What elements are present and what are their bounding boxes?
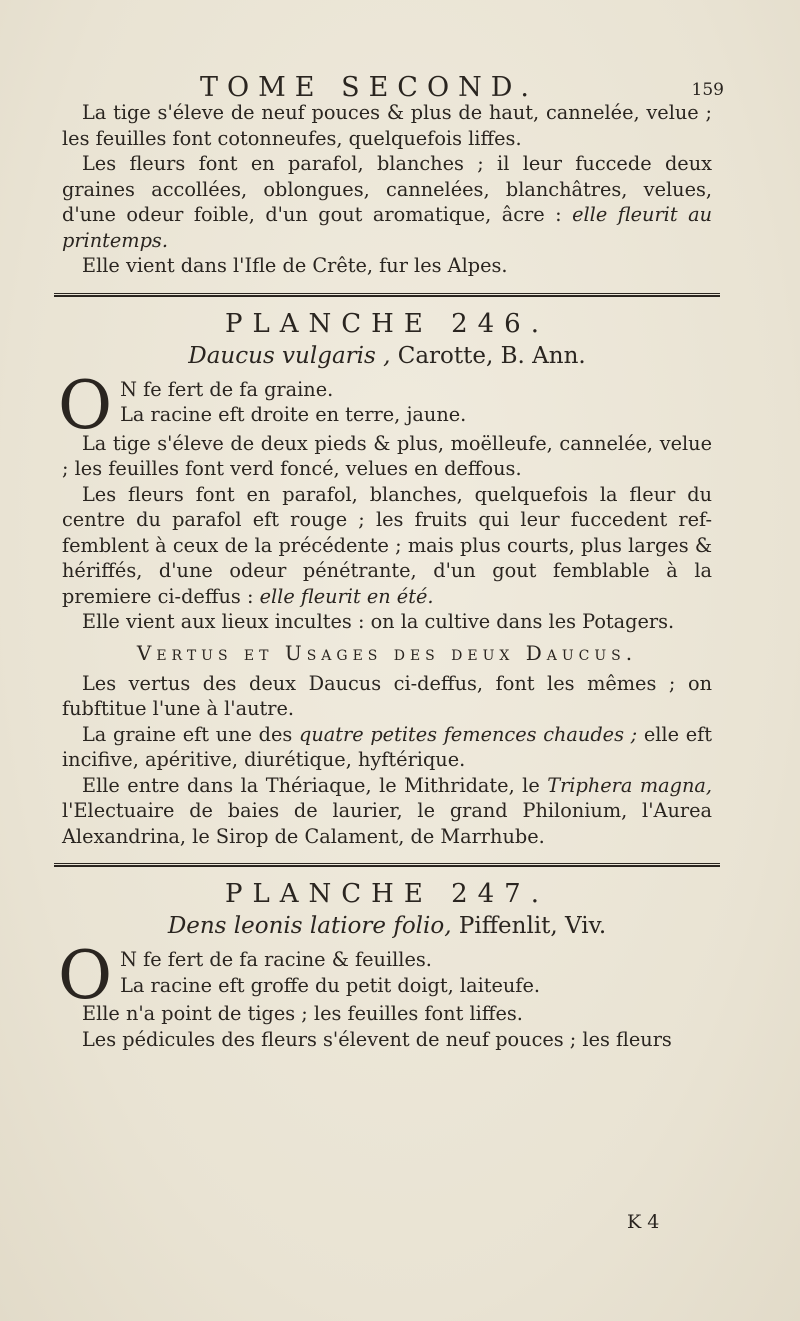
signature-mark: K 4 (627, 1211, 660, 1233)
vertus-p2-b: quatre petites femences chaudes ; (299, 722, 638, 746)
vertus-p2-a: La graine eft une des (82, 722, 299, 746)
vertus-paragraph-3 (62, 773, 712, 850)
drop-cap: O (58, 366, 113, 444)
page-number: 159 (691, 80, 724, 100)
plate-247-paragraph-4: Les pédicules des fleurs s'élevent de neuf pouces ; les fleurs (82, 1027, 672, 1051)
running-head (62, 62, 724, 103)
plate-247-subtitle (62, 913, 712, 939)
intro-paragraph-1: La tige s'éleve de neuf pouces & plus de haut, cannelée, velue ; les feuilles font cotonneufes, quelquefois liffes. (62, 101, 712, 150)
vertus-paragraph-1: Les vertus des deux Daucus ci-deffus, font les mêmes ; on fubftitue l'une à l'autre. (62, 671, 712, 720)
plate-246-p4-flowering: elle fleurit en été. (259, 584, 434, 608)
plate-247-title: PLANCHE 247. (225, 879, 549, 909)
plate-247-common-name: Piffenlit, Viv. (451, 913, 607, 939)
plate-246-paragraph-2: La racine eft droite en terre, jaune. (120, 403, 467, 426)
plate-246-subtitle (62, 343, 712, 369)
plate-246-common-name: Carotte, B. Ann. (390, 342, 586, 369)
plate-246-paragraph-1: N fe fert de fa graine. (120, 377, 334, 401)
plate-246-paragraph-4 (62, 482, 712, 610)
vertus-p2-c: elle eft incifive, apéritive, diurétique, hyftérique. (62, 722, 712, 771)
plate-246-latin-name: Daucus vulgaris , (188, 342, 391, 369)
plate-246-paragraph-3: La tige s'éleve de deux pieds & plus, moëlleufe, cannelée, velue ; les feuilles font verd foncé, velues en deffous. (62, 431, 712, 480)
vertus-p3-b: Triphera magna, (547, 773, 712, 797)
plate-246-opening (58, 366, 712, 444)
plate-247-latin-name: Dens leonis latiore folio, (167, 913, 452, 939)
plate-247-paragraph-2: La racine eft groffe du petit doigt, laiteufe. (120, 973, 540, 997)
intro-p2-flowering: elle fleurit au printemps. (62, 203, 712, 252)
vertus-p3-a: Elle entre dans la Thériaque, le Mithridate, le (82, 773, 548, 797)
plate-247-paragraph-1: N fe fert de fa racine & feuilles. (120, 948, 432, 971)
intro-paragraph-3: Elle vient dans l'Ifle de Crête, fur les Alpes. (82, 254, 508, 277)
vertus-paragraph-2 (62, 722, 712, 773)
plate-247-paragraph-3: Elle n'a point de tiges ; les feuilles font liffes. (82, 1002, 523, 1025)
plate-246-title: PLANCHE 246. (225, 308, 549, 339)
divider-rule (54, 863, 720, 867)
intro-p2-text: Les fleurs font en parafol, blanches ; il leur fuccede deux graines accollées, oblongues, cannelées, blanchâtres, velues, d'une odeur foible, d'un gout aromatique, âcre : (62, 152, 712, 226)
divider-rule (54, 293, 720, 297)
running-title: TOME SECOND. (200, 72, 538, 103)
plate-246-paragraph-5: Elle vient aux lieux incultes : on la cultive dans les Potagers. (82, 610, 675, 633)
drop-cap: O (58, 937, 113, 1014)
plate-246-p4-text: Les fleurs font en parafol, blanches, quelquefois la fleur du centre du parafol eft rouge ; les fruits qui leur fuccedent ref-femblent à ceux de la précédente ; mais plus courts, plus larges & hériffés, d'une odeur pénétrante, d'un gout femblable à la premiere ci-deffus : (62, 482, 712, 608)
vertus-p3-c: l'Electuaire de baies de laurier, le grand Philonium, l'Aurea Alexandrina, le Sirop de Calament, de Marrhube. (62, 799, 712, 848)
page-content (58, 62, 724, 1052)
intro-paragraph-2 (62, 151, 712, 253)
section-heading-vertus: Vertus et Usages des deux Daucus. (136, 640, 638, 665)
